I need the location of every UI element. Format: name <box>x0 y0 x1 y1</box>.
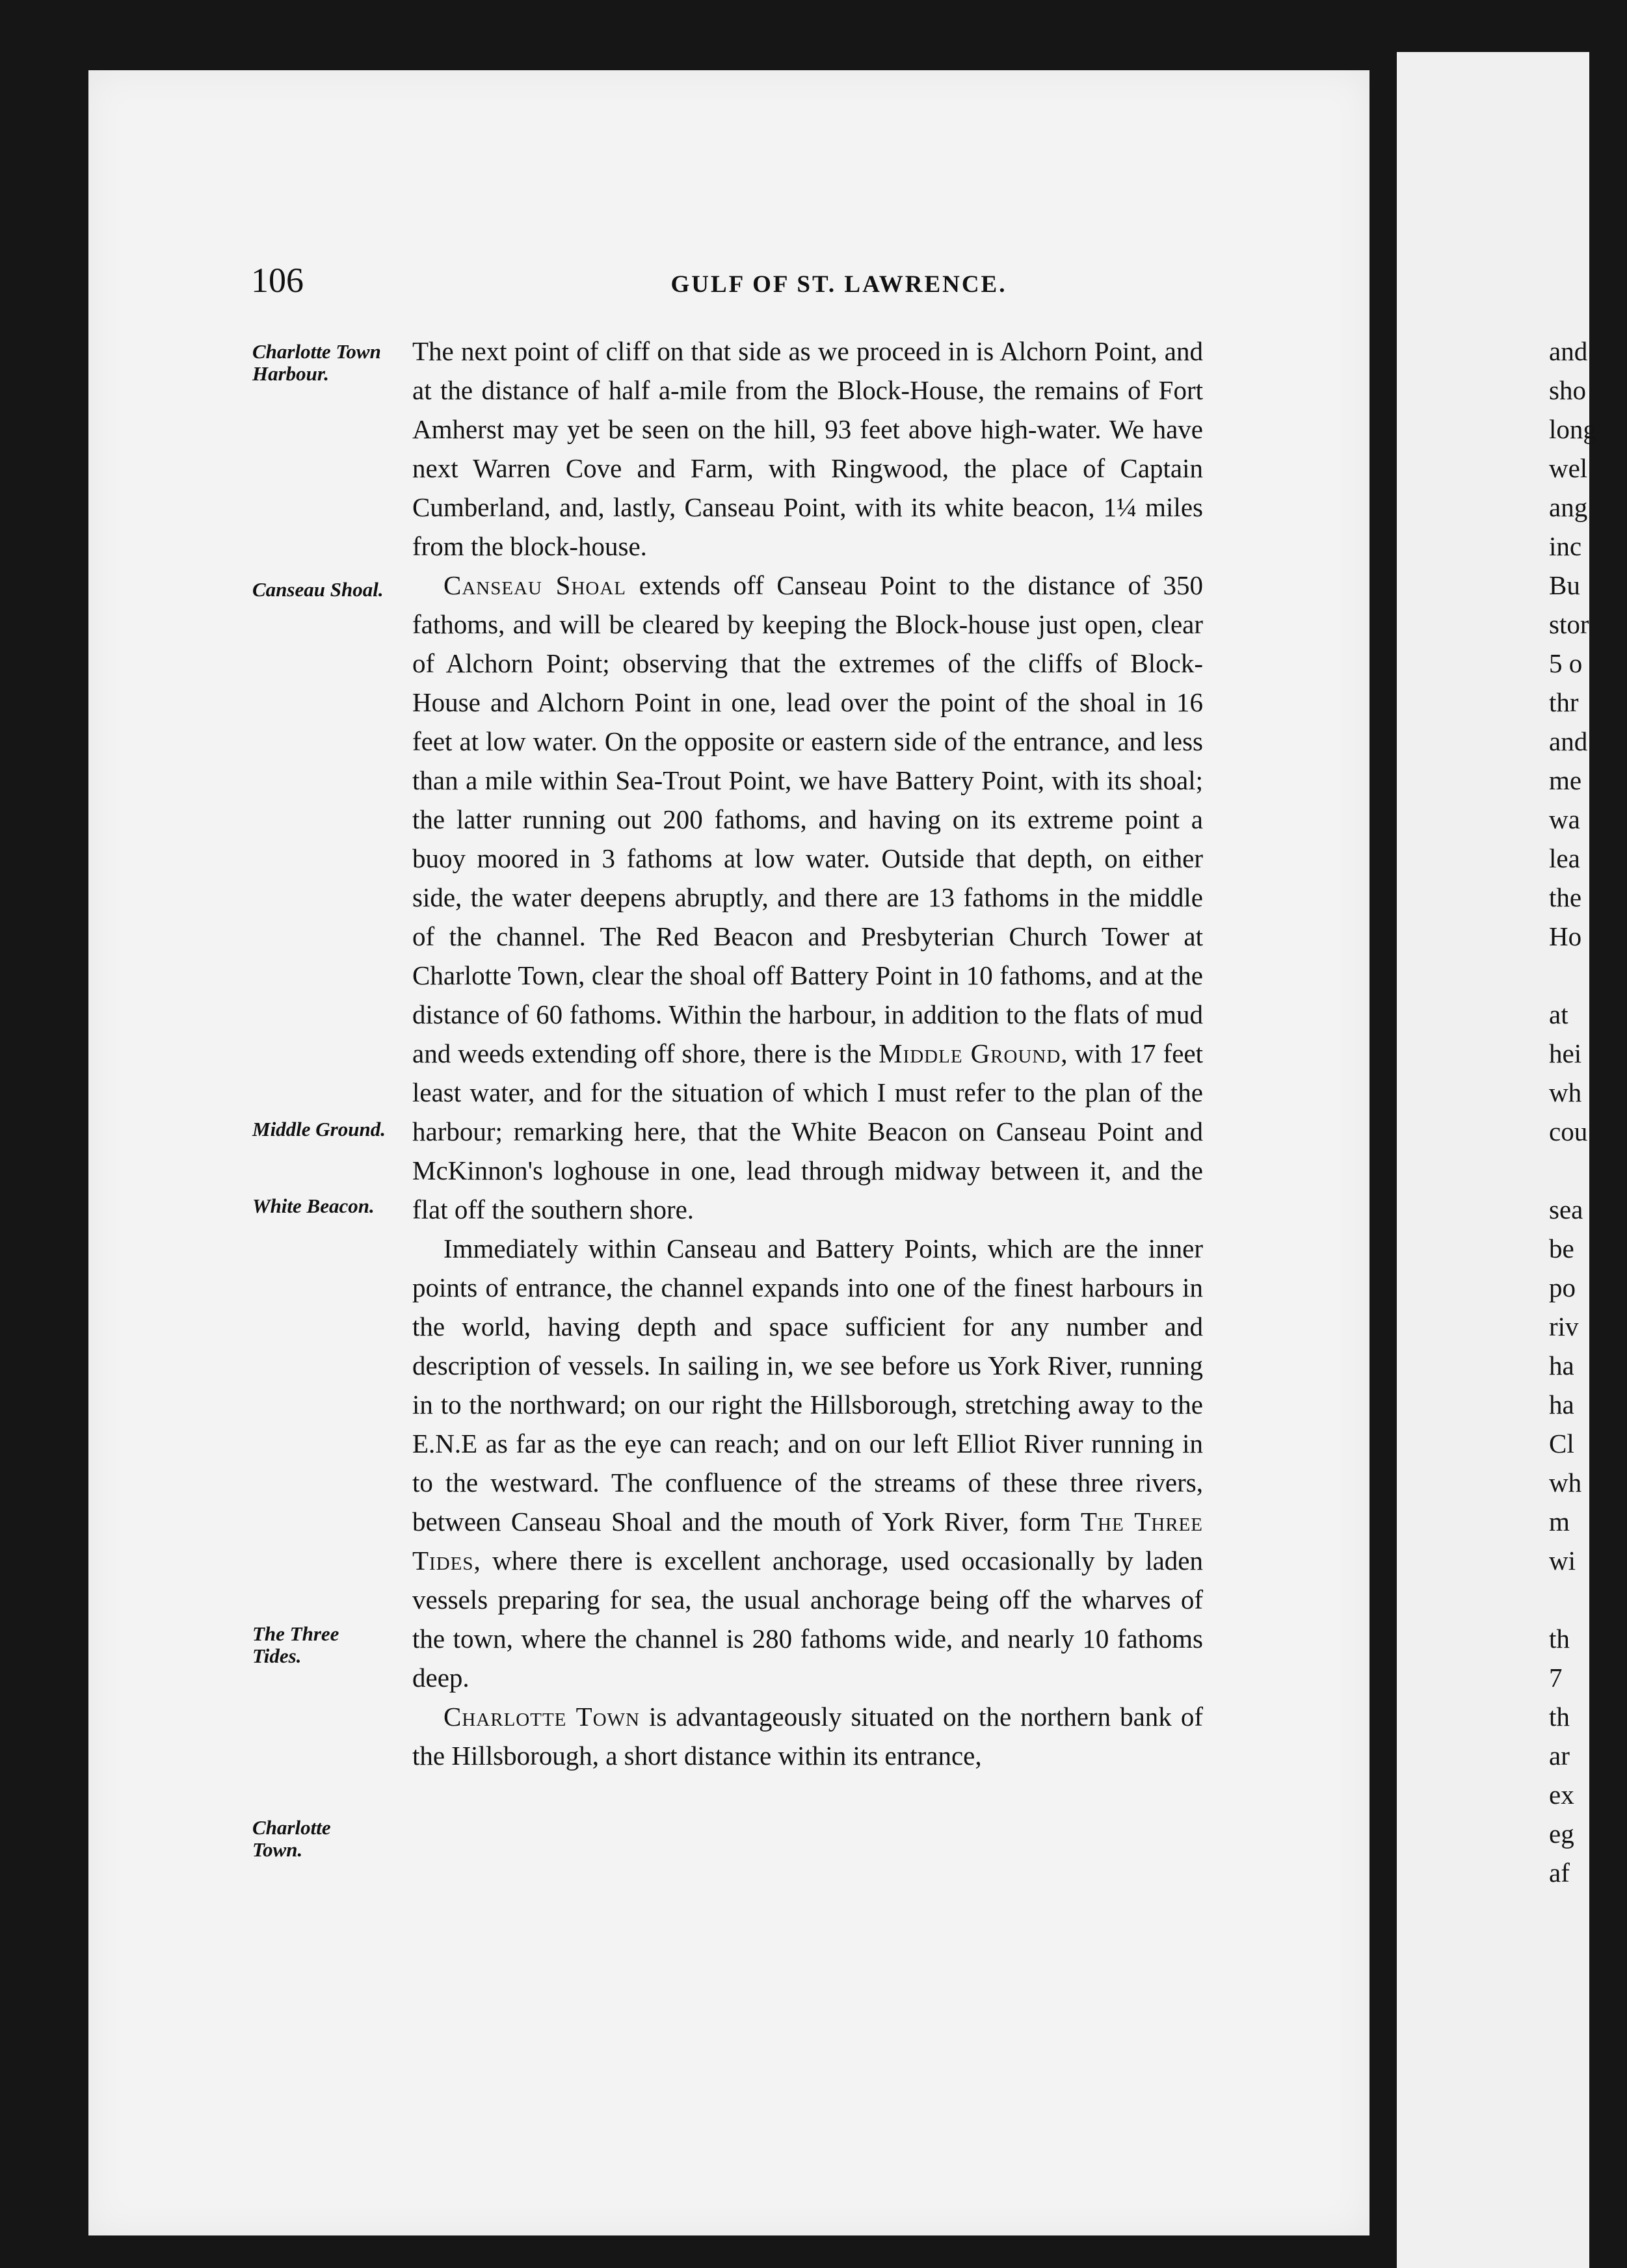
margin-note-three-tides: The Three Tides. <box>252 1622 339 1667</box>
facing-page-fragment: wh <box>1549 1077 1582 1107</box>
facing-page-fragment: thr <box>1549 687 1579 717</box>
page-body <box>412 332 1203 1775</box>
facing-page-fragment: 5 o <box>1549 648 1583 678</box>
facing-page-fragment: ang <box>1549 492 1588 522</box>
facing-page-fragments <box>1549 332 1627 1892</box>
facing-page-fragment: long <box>1549 414 1596 444</box>
facing-page-fragment: af <box>1549 1858 1570 1888</box>
paragraph-2-text-b: , with 17 feet least water, and for the situation of which I must refer to the plan of the harbour; remarking here, that the White Beacon on Canseau Point and McKinnon's loghouse in one, lead through midway between it, and the flat off the southern shore. <box>412 1038 1203 1224</box>
margin-note-canseau-shoal: Canseau Shoal. <box>252 578 384 601</box>
facing-page-fragment: sea <box>1549 1194 1583 1224</box>
facing-page-fragment: Cl <box>1549 1429 1574 1458</box>
facing-page-fragment: ha <box>1549 1351 1574 1380</box>
facing-page-fragment: eg <box>1549 1819 1574 1849</box>
paragraph-2-text-a: extends off Canseau Point to the distance of 350 fathoms, and will be cleared by keeping the Block-house just open, clear of Alchorn Point; observing that the extremes of the cliffs of Block-House and Alchorn Point in one, lead over the point of the shoal in 16 feet at low water. On the opposite or eastern side of the entrance, and less than a mile within Sea-Trout Point, we have Battery Point, with its shoal; the latter running out 200 fathoms, and having on its extreme point a buoy moored in 3 fathoms at low water. Outside that depth, on either side, the water deepens abruptly, and there are 13 fathoms in the middle of the channel. The Red Beacon and Presbyterian Church Tower at Charlotte Town, clear the shoal off Battery Point in 10 fathoms, and at the distance of 60 fathoms. Within the harbour, in addition to the flats of mud and weeds extending off shore, there is the <box>412 570 1203 1068</box>
facing-page-fragment: ar <box>1549 1741 1570 1771</box>
facing-page-fragment: wi <box>1549 1546 1576 1576</box>
facing-page-fragment: m <box>1549 1507 1570 1536</box>
facing-page-fragment: ex <box>1549 1780 1574 1810</box>
paragraph-3-text-a: Immediately within Canseau and Battery Points, which are the inner points of entrance, the channel expands into one of the finest harbours in the world, having depth and space sufficient for any number and description of vessels. In sailing in, we see before us York River, running in to the northward; on our right the Hillsborough, stretching away to the E.N.E as far as the eye can reach; and on our left Elliot River running in to the westward. The confluence of the streams of these three rivers, between Canseau Shoal and the mouth of York River, form <box>412 1233 1203 1536</box>
facing-page-fragment: at <box>1549 999 1568 1029</box>
running-head: GULF OF ST. LAWRENCE. <box>670 271 1007 298</box>
paragraph-2 <box>412 566 1203 1229</box>
facing-page-fragment: and <box>1549 726 1588 756</box>
facing-page-fragment: wh <box>1549 1468 1582 1497</box>
facing-page-fragment: po <box>1549 1272 1576 1302</box>
page-number: 106 <box>251 261 304 300</box>
facing-page-fragment: cou <box>1549 1116 1588 1146</box>
paragraph-3 <box>412 1229 1203 1697</box>
margin-note-charlotte-town: Charlotte Town. <box>252 1816 331 1861</box>
facing-page-gap <box>1549 956 1627 995</box>
facing-page-gap <box>1549 1151 1627 1190</box>
paragraph-4 <box>412 1697 1203 1775</box>
facing-page-fragment: lea <box>1549 843 1580 873</box>
facing-page-fragment: and <box>1549 336 1588 366</box>
facing-page-fragment: wel <box>1549 453 1588 483</box>
facing-page-gap <box>1549 1580 1627 1619</box>
facing-page-fragment: th <box>1549 1702 1570 1732</box>
facing-page-fragment: the <box>1549 882 1582 912</box>
paragraph-4-text-a: is advantageously situated on the northern bank of the Hillsborough, a short distance within its entrance, <box>412 1702 1203 1771</box>
facing-page-fragment: riv <box>1549 1312 1579 1341</box>
canseau-shoal-heading: Canseau Shoal <box>443 570 626 600</box>
margin-note-white-beacon: White Beacon. <box>252 1194 375 1217</box>
facing-page-fragment: stor <box>1549 609 1589 639</box>
margin-note-charlotte-town-harbour: Charlotte Town Harbour. <box>252 340 381 385</box>
three-tides-heading: The Three Tides <box>412 1507 1203 1576</box>
facing-page-fragment: ha <box>1549 1390 1574 1419</box>
facing-page-fragment: Bu <box>1549 570 1580 600</box>
facing-page-fragment: hei <box>1549 1038 1582 1068</box>
facing-page-fragment: wa <box>1549 804 1580 834</box>
paragraph-3-text-b: , where there is excellent anchorage, used occasionally by laden vessels preparing for sea, the usual anchorage being off the wharves of the town, where the channel is 280 fathoms wide, and nearly 10 fathoms deep. <box>412 1546 1203 1693</box>
facing-page-fragment: Ho <box>1549 921 1582 951</box>
middle-ground-heading: Middle Ground <box>879 1038 1061 1068</box>
facing-page-fragment: me <box>1549 765 1582 795</box>
charlotte-town-heading: Charlotte Town <box>443 1702 640 1732</box>
facing-page-fragment: inc <box>1549 531 1582 561</box>
facing-page-fragment: 7 <box>1549 1663 1563 1693</box>
margin-note-middle-ground: Middle Ground. <box>252 1118 386 1141</box>
facing-page-fragment: sho <box>1549 375 1586 405</box>
facing-page-fragment: th <box>1549 1624 1570 1654</box>
paragraph-1: The next point of cliff on that side as we proceed in is Alchorn Point, and at the distance of half a-mile from the Block-House, the remains of Fort Amherst may yet be seen on the hill, 93 feet above high-water. We have next Warren Cove and Farm, with Ringwood, the place of Captain Cumberland, and, lastly, Canseau Point, with its white beacon, 1¼ miles from the block-house. <box>412 336 1203 561</box>
facing-page-fragment: be <box>1549 1233 1574 1263</box>
